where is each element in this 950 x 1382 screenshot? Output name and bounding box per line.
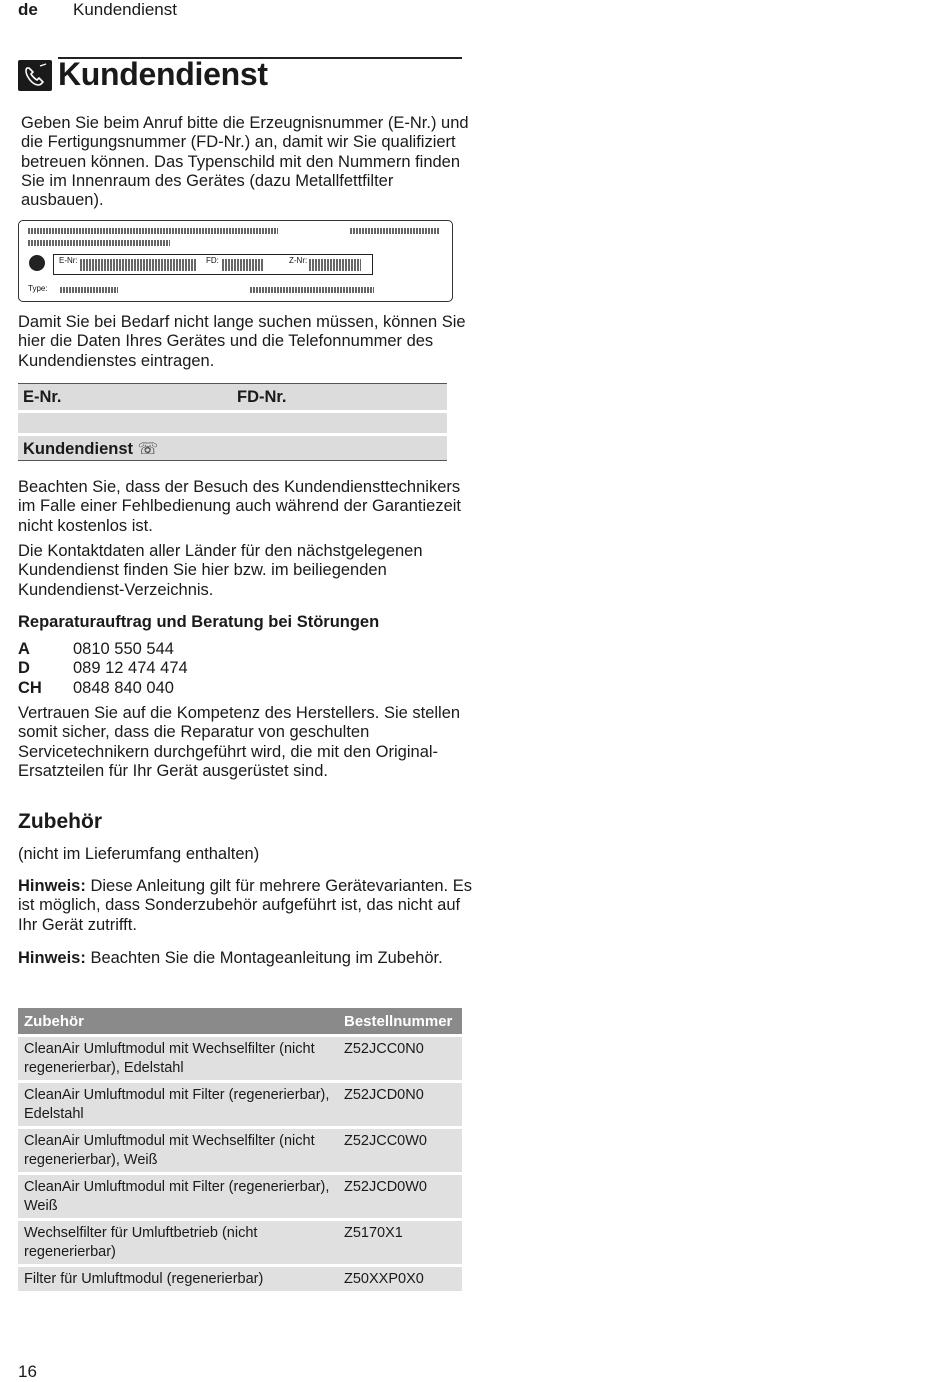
plate-z-label: Z-Nr: (289, 256, 308, 265)
plate-dots (60, 287, 118, 293)
phone-entry (18, 679, 188, 698)
device-numbers-row (18, 383, 447, 410)
column-header: Bestellnummer (338, 1008, 462, 1036)
page-number: 16 (18, 1362, 37, 1381)
table-row (18, 1174, 462, 1220)
phone-entry (18, 640, 188, 659)
plate-dots (309, 259, 361, 271)
country-code: A (18, 640, 30, 658)
order-number: Z52JCC0W0 (338, 1128, 462, 1174)
phone-number: 0810 550 544 (73, 640, 174, 658)
rating-plate-illustration (18, 220, 453, 302)
plate-dots (350, 228, 440, 234)
blank-row (18, 413, 447, 433)
phone-list (18, 640, 188, 698)
contacts-text: Die Kontaktdaten aller Länder für den nächstgelegenen Kundendienst finden Sie hier bzw. im beiliegenden Kundendienst-Verzeichnis. (18, 542, 423, 599)
column-header: Zubehör (18, 1008, 338, 1036)
accessory-name: Wechselfilter für Umluftbetrieb (nicht regenerierbar) (18, 1220, 338, 1266)
order-number: Z52JCD0W0 (338, 1174, 462, 1220)
phone-number: 0848 840 040 (73, 678, 174, 697)
intro-text: Geben Sie beim Anruf bitte die Erzeugnisnummer (E-Nr.) und die Fertigungsnummer (FD-Nr.) an, damit wir Sie qualifiziert betreuen können. Das Typenschild mit den Nummern finden Sie im Innenraum des Gerätes (dazu Metallfettfilter ausbauen). (21, 114, 469, 210)
phone-number: 089 12 474 474 (73, 659, 188, 678)
order-number: Z5170X1 (338, 1220, 462, 1266)
accessory-name: CleanAir Umluftmodul mit Filter (regenerierbar), Weiß (18, 1174, 338, 1220)
accessories-heading: Zubehör (18, 810, 102, 833)
accessory-name: Filter für Umluftmodul (regenerierbar) (18, 1266, 338, 1292)
device-data-form (18, 383, 447, 461)
accessories-subtitle: (nicht im Lieferumfang enthalten) (18, 845, 260, 863)
plate-dots (28, 228, 278, 234)
hint-1: Hinweis: Diese Anleitung gilt für mehrere Gerätevarianten. Es ist möglich, dass Sonderzubehör aufgeführt ist, das nicht auf Ihr Gerät zutrifft. (18, 877, 472, 934)
warning-text: Beachten Sie, dass der Besuch des Kundendiensttechnikers im Falle einer Fehlbedienung auch während der Garantiezeit nicht kostenlos ist. (18, 478, 462, 535)
accessory-name: CleanAir Umluftmodul mit Filter (regenerierbar), Edelstahl (18, 1082, 338, 1128)
page-title: Kundendienst (58, 56, 268, 92)
phone-icon (18, 60, 52, 91)
service-row (18, 436, 447, 461)
accessories-table (18, 1008, 462, 1291)
service-label: Kundendienst ☏ (23, 440, 159, 458)
plate-fd-label: FD: (206, 256, 219, 265)
plate-dots (28, 240, 170, 246)
order-number: Z52JCC0N0 (338, 1036, 462, 1082)
table-row (18, 1220, 462, 1266)
country-code: CH (18, 678, 42, 697)
order-number: Z52JCD0N0 (338, 1082, 462, 1128)
trust-text: Vertrauen Sie auf die Kompetenz des Herstellers. Sie stellen somit sicher, dass die Reparatur von geschulten Servicetechnikern durchgeführt wird, die mit den Original-Ersatzteilen für Ihr Gerät ausgerüstet sind. (18, 704, 461, 780)
plate-type-label: Type: (28, 284, 48, 293)
note-text: Damit Sie bei Bedarf nicht lange suchen müssen, können Sie hier die Daten Ihres Gerätes und die Telefonnummer des Kundendienstes eintragen. (18, 313, 466, 370)
hint-2: Hinweis: Beachten Sie die Montageanleitung im Zubehör. (18, 949, 443, 967)
running-header: Kundendienst (73, 0, 177, 19)
plate-logo-icon (29, 255, 45, 271)
accessory-name: CleanAir Umluftmodul mit Wechselfilter (nicht regenerierbar), Weiß (18, 1128, 338, 1174)
phone-entry (18, 659, 188, 678)
accessory-name: CleanAir Umluftmodul mit Wechselfilter (nicht regenerierbar), Edelstahl (18, 1036, 338, 1082)
table-row (18, 1266, 462, 1292)
plate-dots (80, 259, 196, 271)
table-row (18, 1082, 462, 1128)
plate-e-label: E-Nr: (59, 256, 78, 265)
table-row (18, 1128, 462, 1174)
table-header-row (18, 1008, 462, 1036)
order-number: Z50XXP0X0 (338, 1266, 462, 1292)
e-nr-label: E-Nr. (23, 388, 62, 406)
repair-title: Reparaturauftrag und Beratung bei Störungen (18, 613, 380, 631)
plate-number-box (53, 254, 373, 275)
table-row (18, 1036, 462, 1082)
language-code: de (18, 0, 38, 19)
fd-nr-label: FD-Nr. (237, 388, 287, 406)
country-code: D (18, 659, 30, 678)
plate-dots (222, 259, 264, 271)
plate-dots (250, 287, 374, 293)
